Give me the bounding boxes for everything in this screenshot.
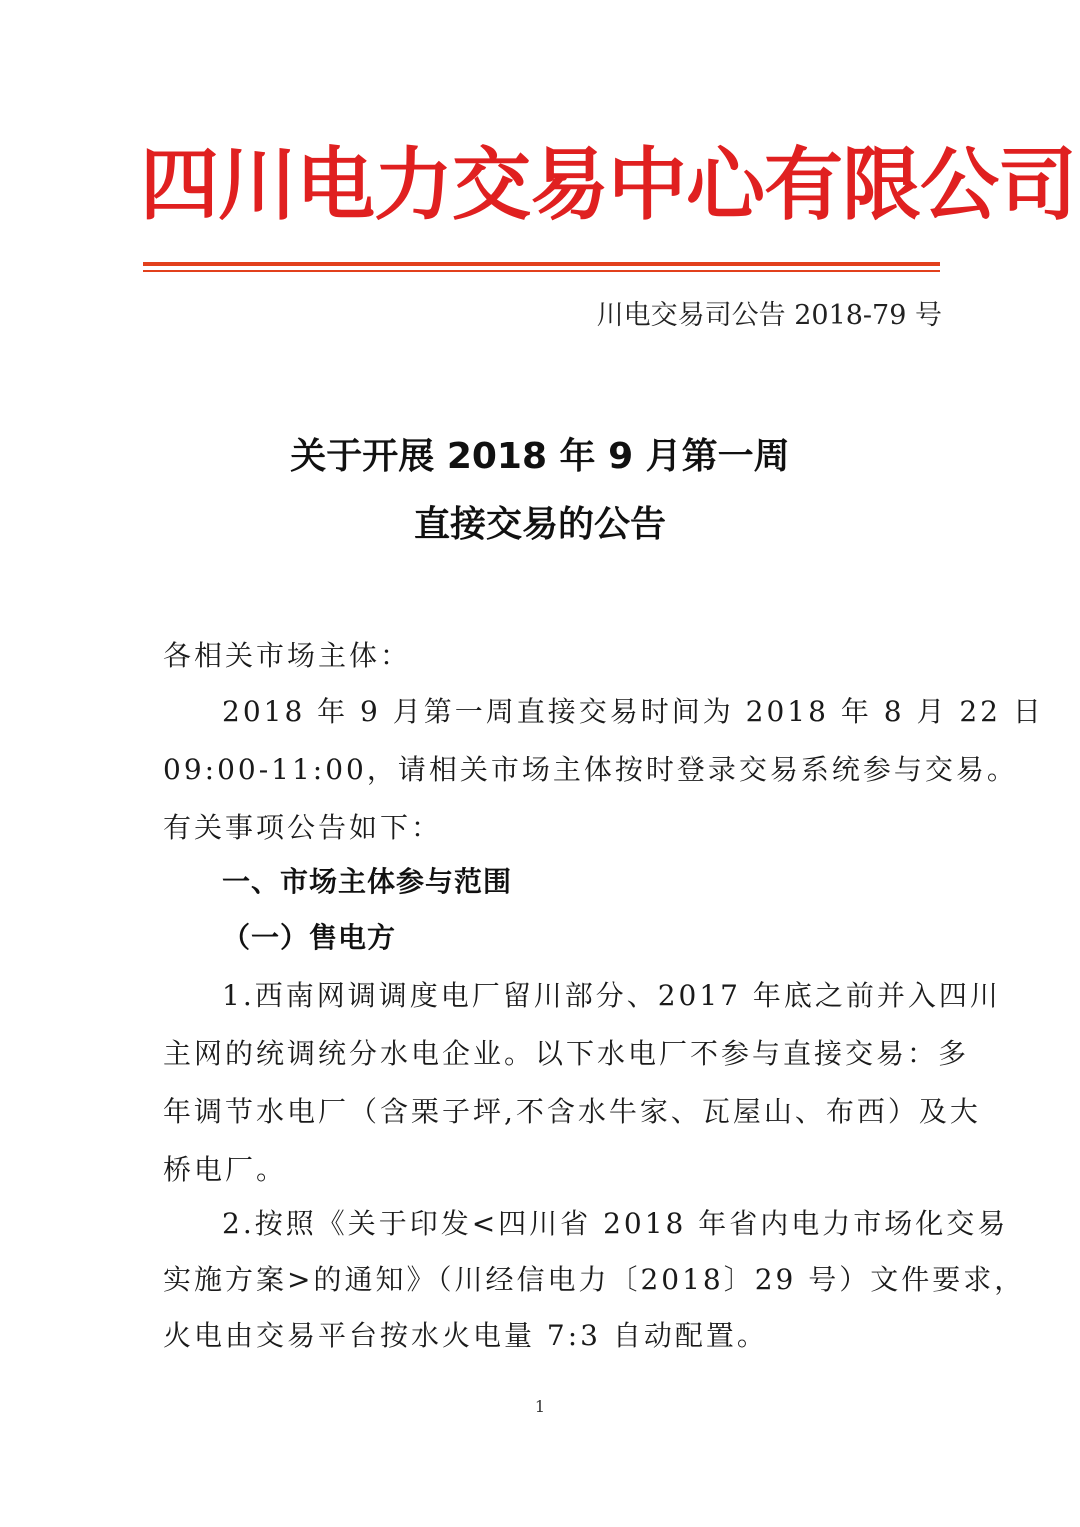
- announcement-title-line-2: 直接交易的公告: [413, 504, 666, 545]
- header-divider-thick: [143, 262, 940, 266]
- item-1-line-4: 桥电厂。: [163, 1153, 288, 1186]
- item-2-line-1: 2.按照《关于印发<四川省 2018 年省内电力市场化交易: [222, 1207, 1009, 1240]
- page-number: 1: [534, 1397, 546, 1416]
- paragraph-1-line-2: 09:00-11:00，请相关市场主体按时登录交易系统参与交易。: [163, 753, 1018, 786]
- item-1-line-2: 主网的统调统分水电企业。以下水电厂不参与直接交易：多: [163, 1037, 970, 1070]
- item-2-line-3: 火电由交易平台按水火电量 7:3 自动配置。: [163, 1319, 768, 1352]
- paragraph-1-line-1: 2018 年 9 月第一周直接交易时间为 2018 年 8 月 22 日: [222, 695, 1044, 728]
- announcement-title-line-1: 关于开展 2018 年 9 月第一周: [290, 436, 790, 477]
- header-divider-thin: [143, 270, 940, 272]
- subsection-heading-1: （一）售电方: [222, 921, 397, 954]
- section-heading-1: 一、市场主体参与范围: [222, 865, 513, 898]
- salutation: 各相关市场主体：: [163, 639, 412, 672]
- item-2-line-2: 实施方案>的通知》（川经信电力〔2018〕29 号）文件要求，: [163, 1263, 1026, 1296]
- paragraph-1-line-3: 有关事项公告如下：: [163, 811, 443, 844]
- item-1-line-3: 年调节水电厂（含栗子坪,不含水牛家、瓦屋山、布西）及大: [163, 1095, 981, 1128]
- item-1-line-1: 1.西南网调调度电厂留川部分、2017 年底之前并入四川: [222, 979, 1001, 1012]
- organization-header: 四川电力交易中心有限公司: [140, 139, 1076, 231]
- document-number: 川电交易司公告 2018-79 号: [596, 300, 942, 331]
